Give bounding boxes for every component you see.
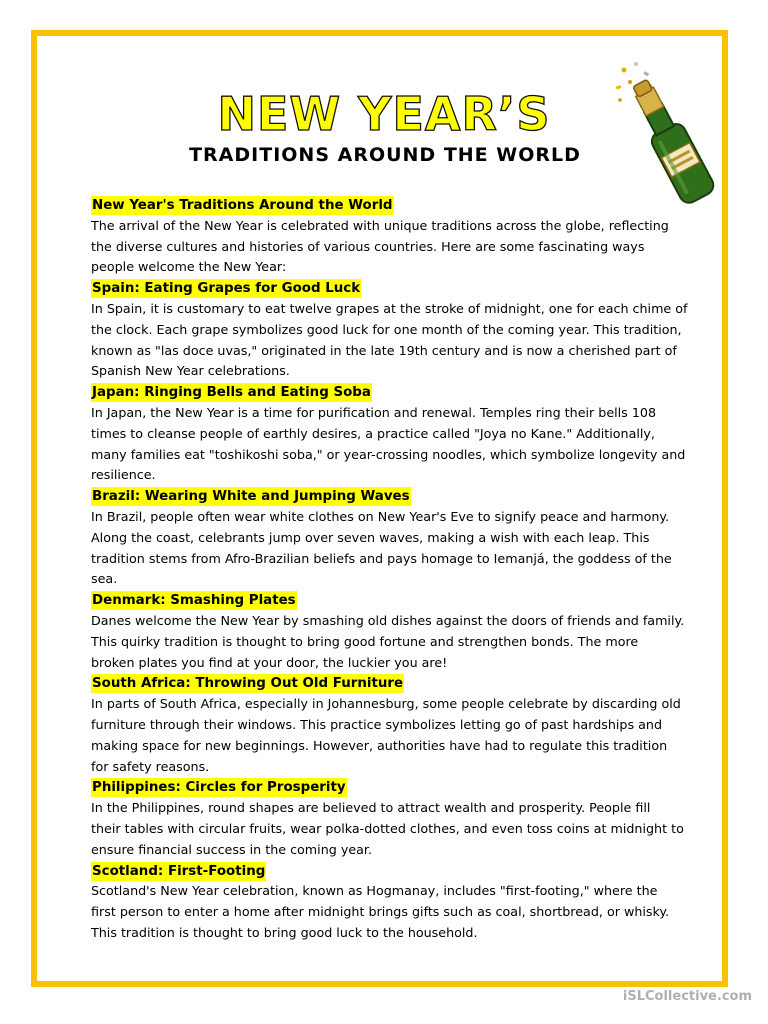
section-heading: Brazil: Wearing White and Jumping Waves [92,489,410,505]
section-heading: Scotland: First-Footing [92,863,266,879]
section-heading: Denmark: Smashing Plates [92,593,296,609]
section-text: In parts of South Africa, especially in Johannesburg, some people celebrate by discarding old furniture through their windows. This practice symbolizes letting go of past hardships and making space for new beginnings. However, authorities have had to regulate this tradition for safety reasons. [91,696,681,774]
section-text: In Brazil, people often wear white clothes on New Year's Eve to signify peace and harmony. Along the coast, celebrants jump over seven waves, making a wish with each leap. This tradition stems from Afro-Brazilian beliefs and pays homage to Iemanjá, the goddess of the sea. [91,508,672,587]
section-text: In Japan, the New Year is a time for purification and renewal. Temples ring their bells 108 times to cleanse people of earthly desires, a practice called "Joya no Kane." Additionally, many families eat "toshikoshi soba," or year-crossing noodles, which symbolize longevity and resilience. [91,404,686,483]
document-body [91,195,691,944]
section-text: In the Philippines, round shapes are believed to attract wealth and prosperity. People fill their tables with circular fruits, wear polka-dotted clothes, and even toss coins at midnight to ensure financial success in the coming year. [91,800,684,857]
section-south-africa [91,673,691,777]
section-heading: New Year's Traditions Around the World [92,198,393,213]
section-brazil [91,486,691,590]
section-heading: Philippines: Circles for Prosperity [92,780,346,796]
section-text: The arrival of the New Year is celebrated with unique traditions across the globe, reflecting the diverse cultures and histories of various countries. Here are some fascinating ways people welcome the New Year: [91,217,669,275]
section-text: Scotland's New Year celebration, known as Hogmanay, includes "first-footing," where the first person to enter a home after midnight brings gifts such as coal, shortbread, or whisky. This tradition is thought to bring good luck to the household. [91,883,670,940]
champagne-bottle-icon [606,56,726,206]
section-intro [91,195,691,278]
section-denmark [91,590,691,673]
section-heading: Spain: Eating Grapes for Good Luck [92,281,361,297]
watermark: iSLCollective.com [622,989,752,1004]
page-title: NEW YEAR’S [217,87,551,141]
section-philippines [91,777,691,860]
page-subtitle: TRADITIONS AROUND THE WORLD [189,144,581,166]
section-text: In Spain, it is customary to eat twelve grapes at the stroke of midnight, one for each chime of the clock. Each grape symbolizes good luck for one month of the coming year. This tradition, known as "las doce uvas," originated in the late 19th century and is now a cherished part of Spanish New Year celebrations. [91,300,688,379]
section-japan [91,382,691,486]
section-scotland [91,861,691,944]
section-heading: South Africa: Throwing Out Old Furniture [92,676,404,692]
section-heading: Japan: Ringing Bells and Eating Soba [92,385,371,401]
section-text: Danes welcome the New Year by smashing old dishes against the doors of friends and family. This quirky tradition is thought to bring good fortune and strengthen bonds. The more broken plates you find at your door, the luckier you are! [91,612,685,670]
section-spain [91,278,691,382]
